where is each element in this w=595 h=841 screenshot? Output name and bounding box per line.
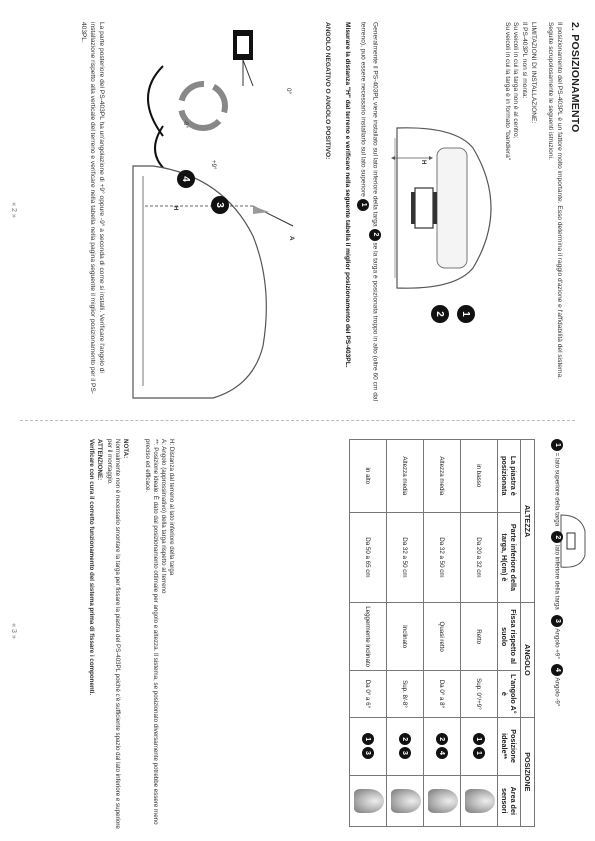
car-rear-illustration xyxy=(387,118,495,298)
callout-2: 2 xyxy=(431,305,449,323)
header-angolo: ANGOLO xyxy=(521,603,535,717)
subheader-area: Area dei sensori xyxy=(498,775,521,826)
limitation-item: Su veicoli in cui la targa è in formato "bandiera" xyxy=(503,22,511,161)
sensor-area-image xyxy=(424,775,461,826)
subheader-h-cm: Parte inferiore della targa, H(cm) è xyxy=(498,512,521,603)
installation-text: Generalmente il PS-403PL viene installato sul lato inferiore della targa 2 se la targa è posizionata troppo in alto (oltre 60 cm dal terreno), può essere necessario installarlo sul lato superiore 1 xyxy=(357,22,381,407)
small-car-diagram xyxy=(559,511,589,571)
sensor-area-image xyxy=(387,775,424,826)
page-number: « 3 » xyxy=(10,623,17,639)
subheader-fissa: Fissa rispetto al suolo xyxy=(498,603,521,671)
table-row: in alto Da 50 a 65 cm Leggermente inclinato Da 0° a 6° 1 3 xyxy=(350,440,387,827)
limitations-title: LIMITAZIONI DI INSTALLAZIONE: xyxy=(530,22,537,124)
label-h-1: H xyxy=(420,160,427,165)
label-minus9: -9° xyxy=(182,120,189,128)
table-row: in basso Da 20 a 32 cm Retto Sup. 0°/+9° 1 1 xyxy=(461,440,498,827)
subheader-angolo: L'angolo A° è xyxy=(498,671,521,717)
table-row: Altezza media Da 32 a 50 cm Inclinato Sup. 8/-8° 2 3 xyxy=(387,440,424,827)
sensor-area-image xyxy=(461,775,498,826)
attenzione-block: ATTENZIONE: Verificare con cura il corretto funzionamento del sistema prima di fissare i componenti. xyxy=(88,439,103,696)
callout-3: 3 xyxy=(211,196,229,214)
label-h-2: H xyxy=(172,206,179,211)
subheader-posizione-ideale: Posizione ideale** xyxy=(498,717,521,775)
subheader-piastra: La piastra è posizionata xyxy=(498,440,521,513)
positioning-table xyxy=(349,439,535,827)
inline-callout-1: 1 xyxy=(357,199,369,211)
angle-heading: ANGOLO NEGATIVO O ANGOLO POSITIVO: xyxy=(324,22,331,160)
page-number: « 2 » xyxy=(10,202,17,218)
header-altezza: ALTEZZA xyxy=(521,440,535,603)
section-title: 2. POSIZIONAMENTO xyxy=(569,22,581,133)
measure-text: Misurare la distanza "H" dal terreno e verificare nella seguente tabella il miglior posizionamento del PS-403PL. xyxy=(344,22,351,368)
angle-text: La parte posteriore del PS-403PL ha un'angolazione di +9° oppure -9° a seconda di come si installi. Verificare l'angolo di installazione rispetto alla verticale del terreno e verificare nella tabella nella pagina seguente il miglior posizionamento per il PS-403PL. xyxy=(80,22,105,395)
nota-block: NOTA: Normalmente non è necessario smontare la targa per fissare la piastra del PS-403PL poiché c'è sufficiente spazio dal lato inferiore e superiore per il montaggio. xyxy=(106,439,129,829)
limitation-item: Su veicoli in cui la targa non è al centro; xyxy=(512,22,520,139)
header-posizione: POSIZIONE xyxy=(521,717,535,826)
callout-1: 1 xyxy=(457,305,475,323)
label-plus9: +9° xyxy=(210,160,217,170)
page-2 xyxy=(0,0,595,420)
label-a: A xyxy=(288,236,295,241)
limitation-item: Il PS-403PL non si monta: xyxy=(521,22,529,99)
sensor-area-image xyxy=(350,775,387,826)
label-zero-angle: 0° xyxy=(285,88,292,94)
angle-diagram xyxy=(123,26,313,406)
inline-callout-2: 2 xyxy=(369,229,381,241)
table-notes: H: Distanza dal terreno al lato inferiore della targa A: Angolo (approssimativo) della targa rispetto al terreno **: Posizione ideale: È dato dal posizionamento ottimale per angolo e altezza. Il sistema, se posizionato diversamente potrebbe essere meno preciso ed efficace. xyxy=(144,439,175,825)
table-row: Altezza media Da 32 a 50 cm Quasi retto Da 0° a 8° 2 4 xyxy=(424,440,461,827)
limitations-block xyxy=(502,22,537,402)
page-3 xyxy=(0,421,595,841)
legend: 1 = lato superiore della targa 2 lato inferiore della targa 3 Angolo +9° 4 Angolo -9° xyxy=(551,439,563,829)
callout-4: 4 xyxy=(177,170,195,188)
intro-text: Il posizionamento del PS-403PL è un fattore molto importante. Esso determina il raggio d'azione e l'affidabilità del sistema. Seguite scrupolosamente le seguenti istruzioni. xyxy=(547,22,563,379)
